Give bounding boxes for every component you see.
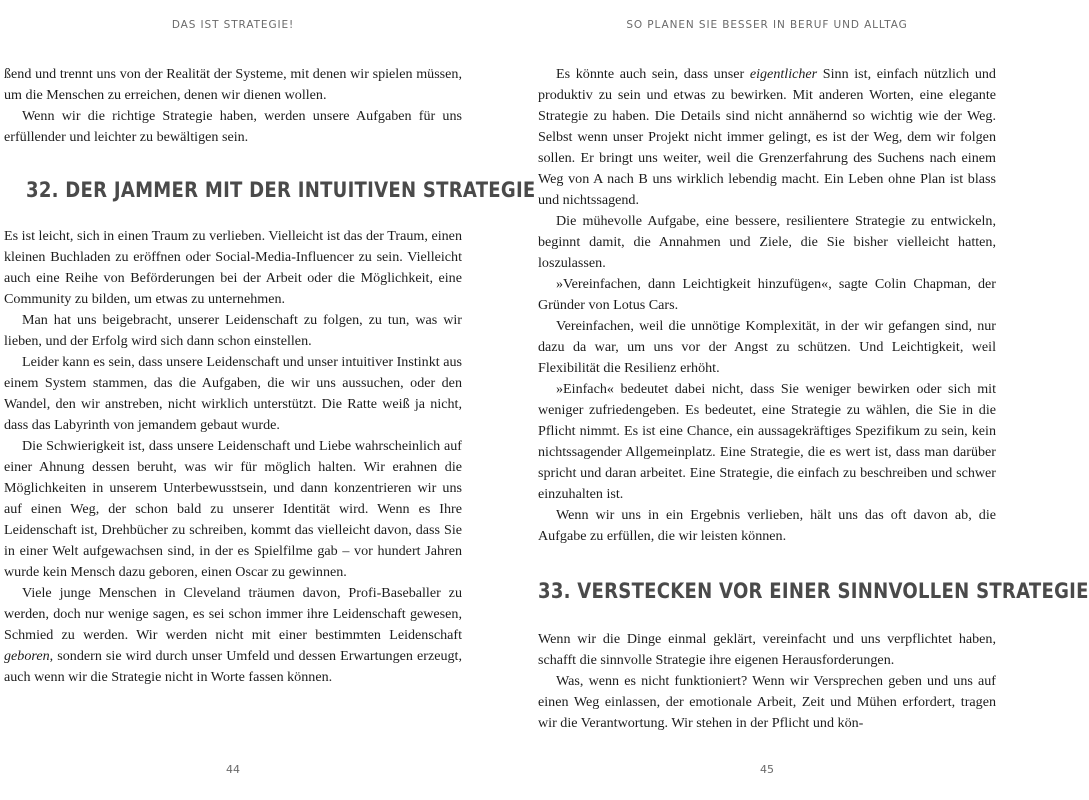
left-paragraph-5-part-2: , sondern sie wird durch unser Umfeld und dessen Erwartungen erzeugt, auch wenn wir die Strategie nicht in Worte fassen können. <box>4 648 462 685</box>
left-continuation-paragraph-2: Wenn wir die richtige Strategie haben, werden unsere Aufgaben für uns erfüllender und leichter zu bewältigen sein. <box>4 108 462 145</box>
right-paragraph-1-emphasis: eigentlicher <box>749 66 818 82</box>
left-paragraph-2: Man hat uns beigebracht, unserer Leidenschaft zu folgen, zu tun, was wir lieben, und der Erfolg wird sich dann schon einstellen. <box>4 312 462 349</box>
right-section-paragraph-1: Wenn wir die Dinge einmal geklärt, vereinfacht und uns verpflichtet haben, schafft die sinnvolle Strategie ihre eigenen Herausforderungen. <box>538 631 996 668</box>
section-heading-32: 32. DER JAMMER MIT DER INTUITIVEN STRATEGIE <box>26 178 536 202</box>
left-paragraph-5 <box>4 583 462 688</box>
right-page-body <box>538 64 1089 734</box>
left-continuation-paragraph-1: ßend und trennt uns von der Realität der Systeme, mit denen wir spielen müssen, um die Menschen zu erreichen, denen wir dienen wollen. <box>4 66 462 103</box>
right-page <box>500 0 1089 800</box>
left-page-body <box>4 64 536 688</box>
right-paragraph-4: Vereinfachen, weil die unnötige Komplexität, in der wir gefangen sind, nur dazu da war, um uns vor der Angst zu schützen. Und Leichtigkeit, weil Flexibilität die Resilienz erhöht. <box>538 318 996 376</box>
right-running-header: SO PLANEN SIE BESSER IN BERUF UND ALLTAG <box>626 19 908 31</box>
right-paragraph-6: Wenn wir uns in ein Ergebnis verlieben, hält uns das oft davon ab, die Aufgabe zu erfüllen, die wir leisten können. <box>538 507 996 544</box>
right-page-number: 45 <box>760 763 774 776</box>
left-paragraph-1: Es ist leicht, sich in einen Traum zu verlieben. Vielleicht ist das der Traum, einen kleinen Buchladen zu eröffnen oder Social-Media-Influencer zu sein. Vielleicht auch eine Reihe von Beförderungen bei der Arbeit oder die Möglichkeit, eine Community zu bilden, um etwas zu unternehmen. <box>4 228 462 307</box>
left-paragraph-5-emphasis: geboren <box>4 648 50 664</box>
left-paragraph-3: Leider kann es sein, dass unsere Leidenschaft und unser intuitiver Instinkt aus einem System stammen, das die Aufgaben, die wir uns aussuchen, oder den Wandel, den wir anstreben, nicht wirklich unterstützt. Die Ratte weiß ja nicht, dass das Labyrinth von jemandem gebaut wurde. <box>4 354 462 433</box>
right-paragraph-1-part-1: Es könnte auch sein, dass unser <box>556 66 750 82</box>
right-paragraph-1 <box>538 64 996 211</box>
section-heading-33: 33. VERSTECKEN VOR EINER SINNVOLLEN STRATEGIE <box>538 579 1089 603</box>
left-paragraph-5-part-1: Viele junge Menschen in Cleveland träumen davon, Profi-Baseballer zu werden, doch nur wenige sagen, es sei schon immer ihre Leidenschaft gewesen, Schmied zu werden. Wir werden nicht mit einer bestimmten Leidenschaft <box>4 585 462 643</box>
left-paragraph-4: Die Schwierigkeit ist, dass unsere Leidenschaft und Liebe wahrscheinlich auf einer Ahnung dessen beruht, was wir für möglich halten. Wir erahnen die Möglichkeiten in unserem Unterbewusstsein, und dann konzentrieren wir uns auf einen Weg, der schon bald zu unserer Identität wird. Wenn es Ihre Leidenschaft ist, Drehbücher zu schreiben, kommt das vielleicht davon, dass Sie in einer Welt aufgewachsen sind, in der es Spielfilme gab – vor hundert Jahren wurde kein Mensch dazu geboren, einen Oscar zu gewinnen. <box>4 438 462 580</box>
left-page-number: 44 <box>226 763 240 776</box>
right-paragraph-1-part-2: Sinn ist, einfach nützlich und produktiv zu sein und etwas zu bewirken. Mit anderen Worten, eine elegante Strategie zu haben. Die Details sind nicht annähernd so wichtig wie der Weg. Selbst wenn unser Projekt nicht immer gelingt, es ist der Weg, dem wir folgen sollen. Er bringt uns weiter, weil die Grenzerfahrung des Suchens nach einem Weg von A nach B uns wirklich lebendig macht. Ein Leben ohne Plan ist blass und nichtssagend. <box>538 66 996 208</box>
right-section-paragraph-2: Was, wenn es nicht funktioniert? Wenn wir Versprechen geben und uns auf einen Weg einlassen, der emotionale Arbeit, Zeit und Mühen erfordert, tragen wir die Verantwortung. Wir stehen in der Pflicht und kön- <box>538 673 996 731</box>
right-paragraph-3: »Vereinfachen, dann Leichtigkeit hinzufügen«, sagte Colin Chapman, der Gründer von Lotus Cars. <box>538 276 996 313</box>
right-paragraph-2: Die mühevolle Aufgabe, eine bessere, resilientere Strategie zu entwickeln, beginnt damit, die Annahmen und Ziele, die Sie bisher vielleicht hatten, loszulassen. <box>538 213 996 271</box>
left-running-header: DAS IST STRATEGIE! <box>171 19 295 31</box>
right-paragraph-5: »Einfach« bedeutet dabei nicht, dass Sie weniger bewirken oder sich mit weniger zufriedengeben. Es bedeutet, eine Strategie zu wählen, die Sie in die Pflicht nimmt. Es ist eine Chance, ein aussagekräftiges Spezifikum zu sein, kein nichtssagender Allgemeinplatz. Eine Strategie, die es wert ist, dass man darüber spricht und daran arbeitet. Eine Strategie, die einfach zu beschreiben und schwer einzuhalten ist. <box>538 381 996 502</box>
left-page <box>0 0 536 800</box>
